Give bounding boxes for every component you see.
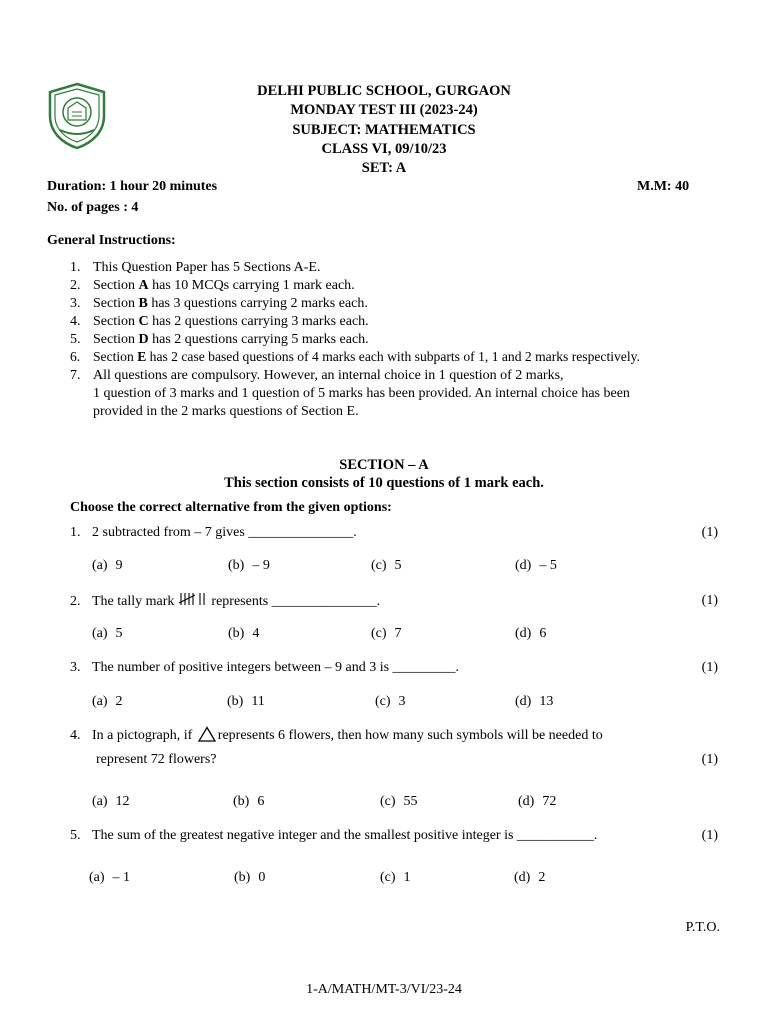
question-marks: (1): [701, 593, 718, 608]
instruction-item: 3. Section B has 3 questions carrying 2 marks each.: [70, 296, 368, 311]
instruction-item: 6. Section E has 2 case based questions of 4 marks each with subparts of 1, 1 and 2 marks respectively.: [70, 349, 640, 364]
option-b: (b) 11: [227, 694, 265, 709]
option-d: (d) 72: [518, 794, 557, 809]
question-text-continued: represent 72 flowers?: [96, 752, 217, 767]
option-b: (b) 0: [234, 870, 266, 885]
question-text: 5. The sum of the greatest negative integer and the smallest positive integer is ___________.: [70, 828, 598, 843]
instruction-item: 4. Section C has 2 questions carrying 3 marks each.: [70, 314, 369, 329]
test-name: MONDAY TEST III (2023-24): [290, 102, 478, 118]
question-marks: (1): [701, 752, 718, 767]
question-marks: (1): [701, 525, 718, 540]
option-a: (a) 9: [92, 558, 123, 573]
option-a: (a) 12: [92, 794, 130, 809]
question-marks: (1): [701, 828, 718, 843]
question-text: 1. 2 subtracted from – 7 gives _______________.: [70, 525, 357, 540]
pto-label: P.T.O.: [685, 920, 720, 935]
question-text: 3. The number of positive integers between – 9 and 3 is _________.: [70, 660, 460, 675]
option-c: (c) 3: [375, 694, 406, 709]
class-date: CLASS VI, 09/10/23: [321, 141, 447, 157]
option-c: (c) 1: [380, 870, 411, 885]
set-label: SET: A: [361, 160, 407, 176]
instruction-item-continued: provided in the 2 marks questions of Section E.: [93, 404, 359, 419]
instruction-item: 1. This Question Paper has 5 Sections A-E.: [70, 260, 321, 275]
option-d: (d) 6: [515, 626, 547, 641]
section-subtitle: This section consists of 10 questions of 1 mark each.: [224, 475, 544, 491]
option-a: (a) – 1: [89, 870, 131, 885]
instruction-item: 7. All questions are compulsory. However, an internal choice in 1 question of 2 marks,: [70, 368, 564, 383]
school-name: DELHI PUBLIC SCHOOL, GURGAON: [257, 83, 511, 99]
option-d: (d) 13: [515, 694, 554, 709]
question-text: 2. The tally mark represents _______________.: [70, 594, 381, 609]
instruction-item: 2. Section A has 10 MCQs carrying 1 mark each.: [70, 278, 355, 293]
question-marks: (1): [701, 660, 718, 675]
option-d: (d) 2: [514, 870, 546, 885]
tally-mark-icon: [178, 592, 208, 606]
option-b: (b) 4: [228, 626, 260, 641]
instruction-item-continued: 1 question of 3 marks and 1 question of 5 marks has been provided. An internal choice has been: [93, 386, 630, 401]
option-c: (c) 5: [371, 558, 402, 573]
max-marks: M.M: 40: [637, 179, 690, 194]
option-b: (b) – 9: [228, 558, 270, 573]
section-title: SECTION – A: [339, 457, 429, 473]
triangle-icon: [198, 726, 216, 742]
option-c: (c) 7: [371, 626, 402, 641]
option-c: (c) 55: [380, 794, 418, 809]
instruction-item: 5. Section D has 2 questions carrying 5 marks each.: [70, 332, 369, 347]
option-a: (a) 2: [92, 694, 123, 709]
section-direction: Choose the correct alternative from the given options:: [70, 500, 392, 515]
option-d: (d) – 5: [515, 558, 557, 573]
subject: SUBJECT: MATHEMATICS: [292, 122, 476, 138]
duration: Duration: 1 hour 20 minutes: [47, 179, 218, 194]
instructions-title: General Instructions:: [47, 233, 176, 248]
paper-code: 1-A/MATH/MT-3/VI/23-24: [306, 982, 462, 997]
option-b: (b) 6: [233, 794, 265, 809]
page-count: No. of pages : 4: [47, 200, 139, 215]
option-a: (a) 5: [92, 626, 123, 641]
question-text: 4. In a pictograph, if represents 6 flowers, then how many such symbols will be needed to: [70, 728, 603, 743]
